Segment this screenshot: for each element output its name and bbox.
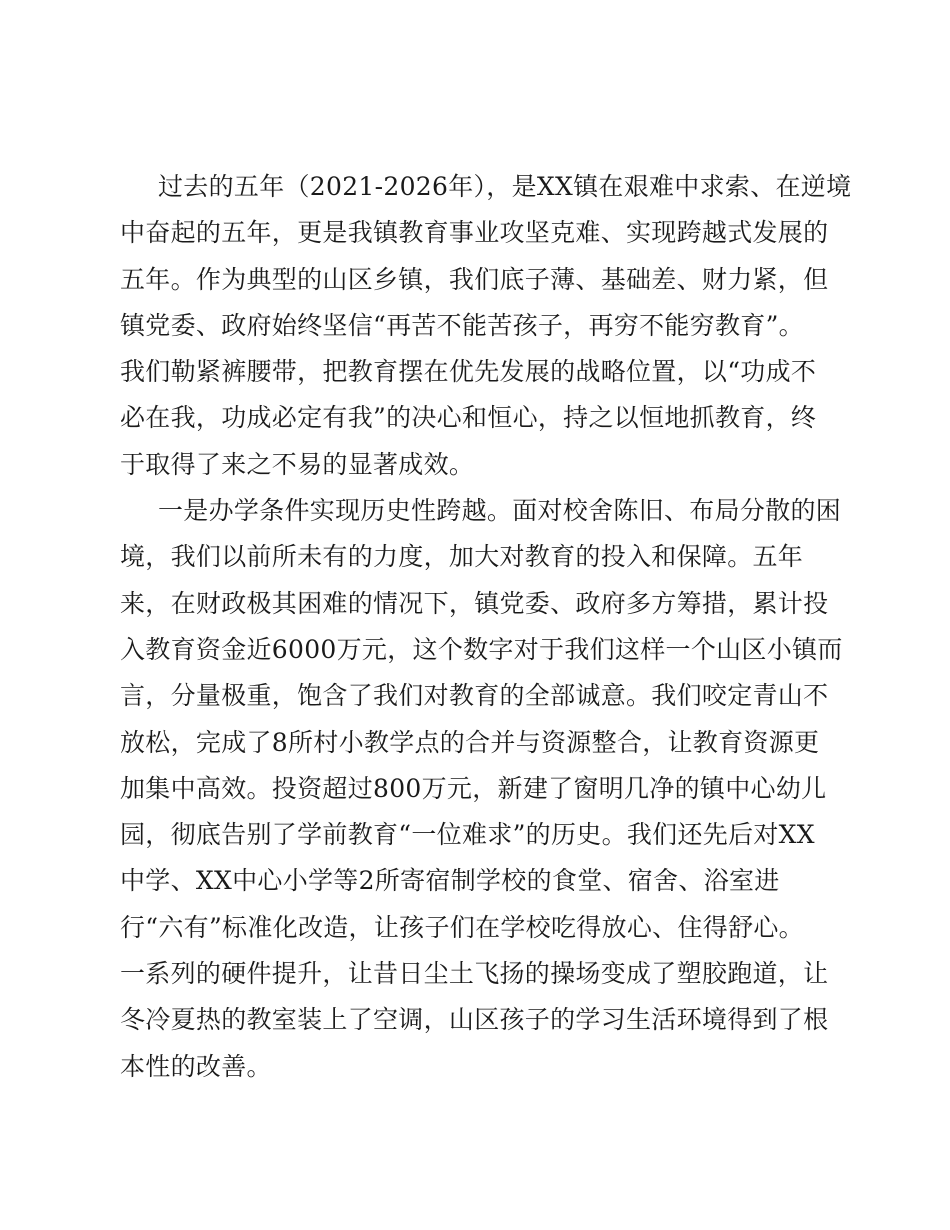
text-line: 来，在财政极其困难的情况下，镇党委、政府多方筹措，累计投 xyxy=(120,588,829,618)
text-line: 加集中高效。投资超过800万元，新建了窗明几净的镇中心幼儿 xyxy=(120,773,827,803)
text-line: 言，分量极重，饱含了我们对教育的全部诚意。我们咬定青山不 xyxy=(120,681,829,711)
paragraph-intro xyxy=(120,164,852,488)
text-line: 一系列的硬件提升，让昔日尘土飞扬的操场变成了塑胶跑道，让 xyxy=(120,959,829,989)
document-body xyxy=(120,164,852,1090)
text-line: 园，彻底告别了学前教育“一位难求”的历史。我们还先后对XX xyxy=(120,820,815,850)
text-line: 行“六有”标准化改造，让孩子们在学校吃得放心、住得舒心。 xyxy=(120,912,804,942)
text-line: 一是办学条件实现历史性跨越。面对校舍陈旧、布局分散的困 xyxy=(158,496,842,526)
text-line: 五年。作为典型的山区乡镇，我们底子薄、基础差、财力紧，但 xyxy=(120,264,829,294)
text-line: 放松，完成了8所村小教学点的合并与资源整合，让教育资源更 xyxy=(120,727,820,757)
text-line: 境，我们以前所未有的力度，加大对教育的投入和保障。五年 xyxy=(120,542,804,572)
text-line: 中奋起的五年，更是我镇教育事业攻坚克难、实现跨越式发展的 xyxy=(120,218,829,248)
paragraph-conditions xyxy=(120,488,843,1090)
text-line: 过去的五年（2021-2026年），是XX镇在艰难中求索、在逆境 xyxy=(158,172,852,201)
text-line: 入教育资金近6000万元，这个数字对于我们这样一个山区小镇而 xyxy=(120,634,843,664)
text-line: 镇党委、政府始终坚信“再苦不能苦孩子，再穷不能穷教育”。 xyxy=(120,310,804,340)
text-line: 我们勒紧裤腰带，把教育摆在优先发展的战略位置，以“功成不 xyxy=(120,357,817,387)
text-line: 本性的改善。 xyxy=(120,1051,272,1081)
text-line: 冬冷夏热的教室装上了空调，山区孩子的学习生活环境得到了根 xyxy=(120,1005,829,1035)
text-line: 中学、XX中心小学等2所寄宿制学校的食堂、宿舍、浴室进 xyxy=(120,866,780,896)
text-line: 于取得了来之不易的显著成效。 xyxy=(120,449,475,479)
text-line: 必在我，功成必定有我”的决心和恒心，持之以恒地抓教育，终 xyxy=(120,403,817,433)
